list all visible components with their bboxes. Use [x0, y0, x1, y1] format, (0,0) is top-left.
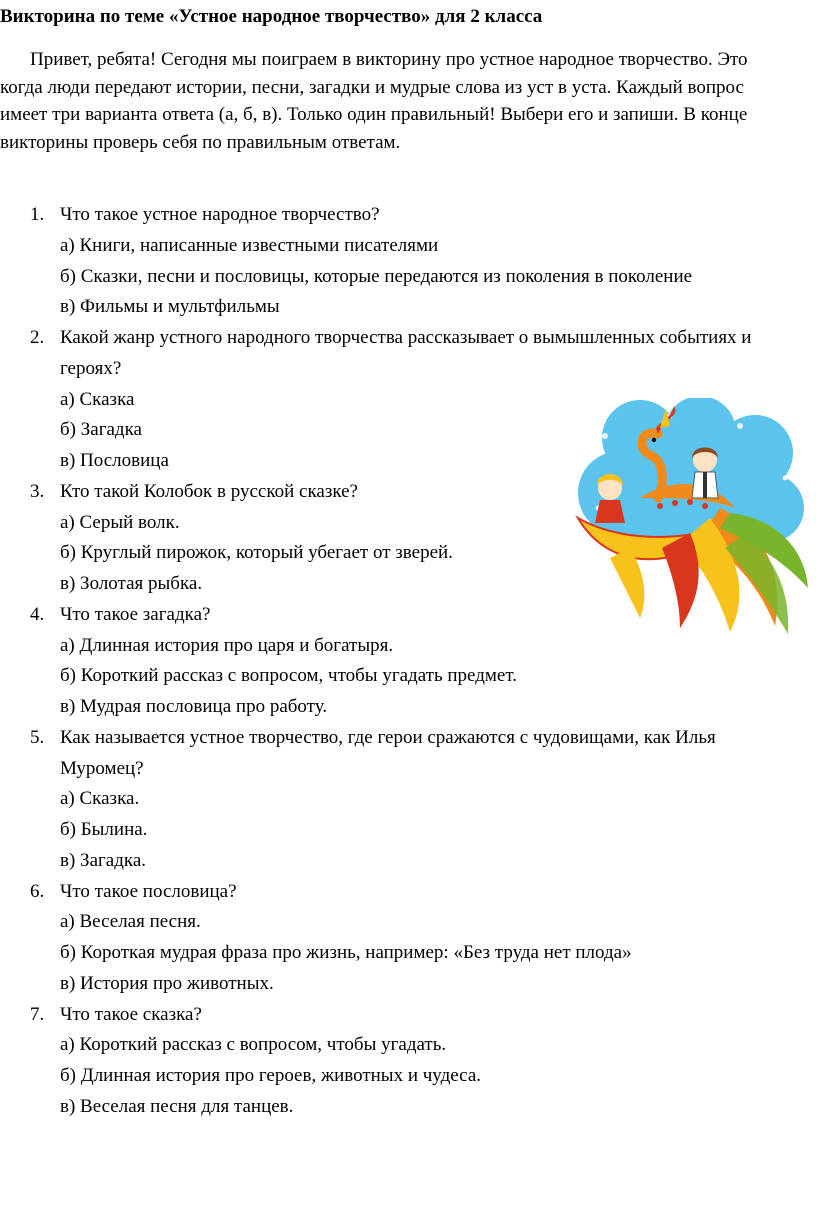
- question-text: Кто такой Колобок в русской сказке?: [60, 480, 358, 502]
- answer-option: б) Былина.: [60, 819, 148, 840]
- answer-option: в) Пословица: [60, 450, 169, 471]
- question-number: 5.: [30, 726, 45, 748]
- answer-option: а) Сказка: [60, 388, 135, 410]
- answer-option: в) Веселая песня для танцев.: [60, 1095, 294, 1117]
- question-number: 7.: [30, 1003, 45, 1025]
- question-text: Что такое пословица?: [60, 880, 237, 902]
- answer-option: а) Сказка.: [60, 788, 140, 810]
- answer-option: б) Сказки, песни и пословицы, которые передаются из поколения в поколение: [60, 265, 693, 287]
- question-number: 6.: [30, 880, 45, 902]
- answer-option: в) Фильмы и мультфильмы: [60, 296, 280, 318]
- question-text: Какой жанр устного народного творчества рассказывает о вымышленных событиях и героях?: [60, 327, 752, 379]
- quiz-questions: [0, 200, 800, 1123]
- question-text: Что такое сказка?: [60, 1003, 202, 1025]
- answer-option: б) Короткая мудрая фраза про жизнь, например: «Без труда нет плода»: [60, 942, 632, 963]
- answer-option: а) Книги, написанные известными писателями: [60, 234, 439, 256]
- intro-paragraph: Привет, ребята! Сегодня мы поиграем в викторину про устное народное творчество. Это когда люди передают истории, песни, загадки и мудрые слова из уст в уста. Каждый вопрос имеет три варианта ответа (а, б, в). Только один правильный! Выбери его и запиши. В конце викторины проверь себя по правильным ответам.: [0, 49, 748, 153]
- answer-option: б) Короткий рассказ с вопросом, чтобы угадать предмет.: [60, 665, 517, 687]
- answer-option: а) Веселая песня.: [60, 911, 201, 933]
- question-number: 1.: [30, 204, 45, 225]
- question-text: Как называется устное творчество, где герои сражаются с чудовищами, как Илья Муромец?: [60, 726, 716, 779]
- question-text: Что такое загадка?: [60, 603, 211, 625]
- answer-option: а) Короткий рассказ с вопросом, чтобы угадать.: [60, 1034, 447, 1056]
- question-number: 4.: [30, 603, 45, 625]
- answer-option: б) Загадка: [60, 419, 142, 441]
- question-number: 2.: [30, 327, 45, 348]
- page-title: Викторина по теме «Устное народное творчество» для 2 класса: [0, 6, 543, 27]
- question-item: [0, 723, 800, 877]
- answer-option: в) Золотая рыбка.: [60, 573, 203, 594]
- firebird-children-icon: [570, 398, 810, 634]
- question-item: [0, 877, 800, 1000]
- answer-option: а) Серый волк.: [60, 511, 180, 533]
- question-text: Что такое устное народное творчество?: [60, 204, 380, 225]
- answer-option: в) Загадка.: [60, 849, 147, 871]
- answer-option: б) Длинная история про героев, животных и чудеса.: [60, 1065, 482, 1086]
- question-item: [0, 200, 800, 323]
- answer-option: в) История про животных.: [60, 972, 274, 994]
- answer-option: б) Круглый пирожок, который убегает от зверей.: [60, 542, 453, 564]
- answer-option: в) Мудрая пословица про работу.: [60, 696, 328, 717]
- question-item: [0, 1000, 800, 1123]
- answer-option: а) Длинная история про царя и богатыря.: [60, 634, 394, 656]
- question-number: 3.: [30, 480, 45, 502]
